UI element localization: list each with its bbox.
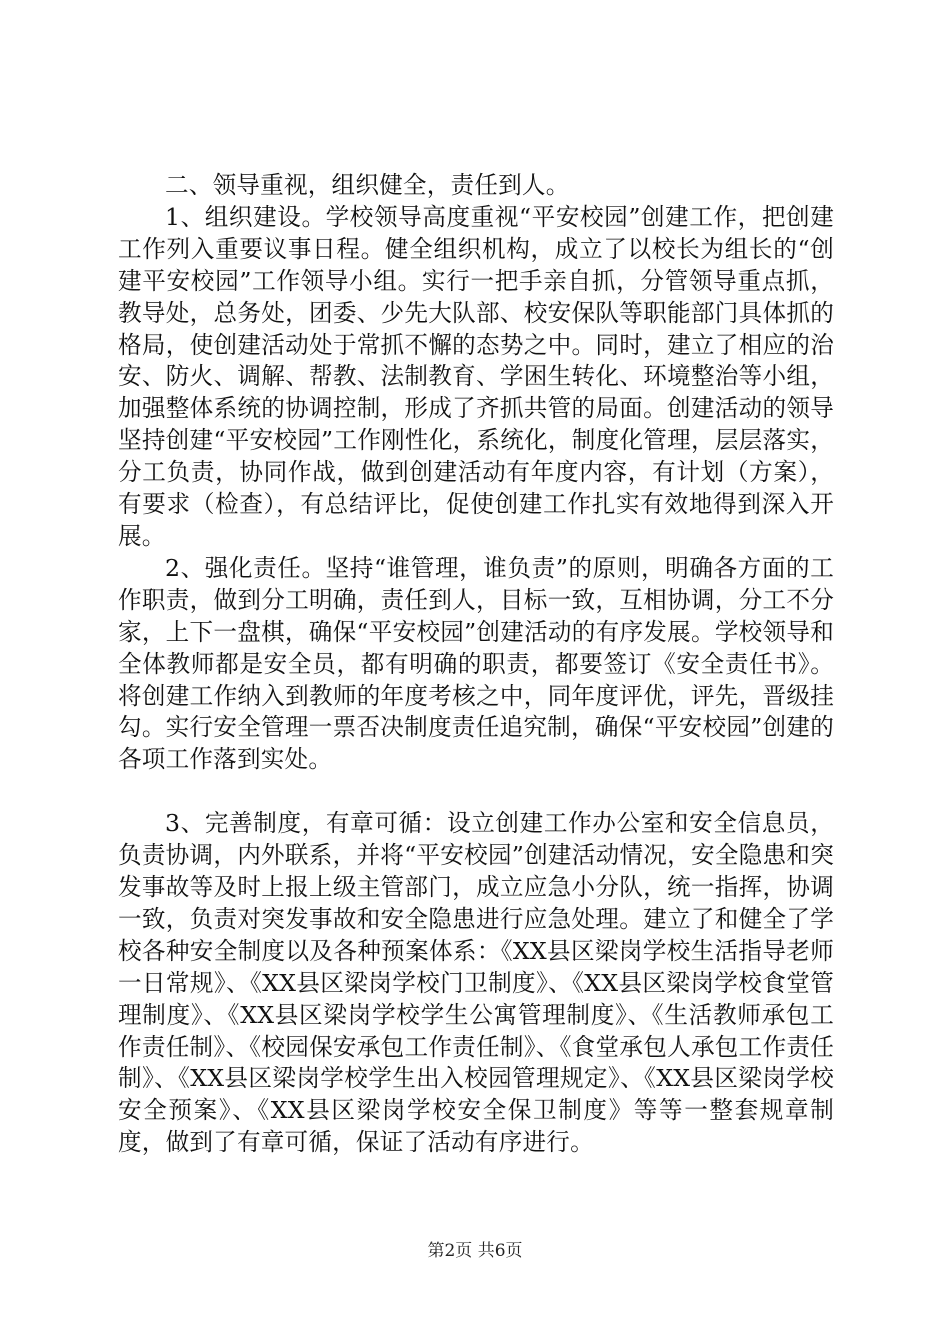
page-footer: 第2页 共6页 bbox=[427, 1241, 523, 1261]
section-heading: 二、领导重视，组织健全，责任到人。 bbox=[165, 171, 570, 199]
paragraph-spacer bbox=[118, 776, 834, 808]
paragraph-organization: 1、组织建设。学校领导高度重视“平安校园”创建工作，把创建工作列入重要议事日程。健全组织机构，成立了以校长为组长的“创建平安校园”工作领导小组。实行一把手亲自抓，分管领导重点抓，教导处，总务处，团委、少先大队部、校安保队等职能部门具体抓的格局，使创建活动处于常抓不懈的态势之中。同时，建立了相应的治安、防火、调解、帮教、法制教育、学困生转化、环境整治等小组，加强整体系统的协调控制，形成了齐抓共管的局面。创建活动的领导坚持创建“平安校园”工作刚性化，系统化，制度化管理，层层落实，分工负责，协同作战，做到创建活动有年度内容，有计划（方案），有要求（检查），有总结评比，促使创建工作扎实有效地得到深入开展。 bbox=[118, 202, 834, 550]
paragraph-regulations: 3、完善制度，有章可循：设立创建工作办公室和安全信息员，负责协调，内外联系，并将“平安校园”创建活动情况，安全隐患和突发事故等及时上报上级主管部门，成立应急小分队，统一指挥，协调一致，负责对突发事故和安全隐患进行应急处理。建立了和健全了学校各种安全制度以及各种预案体系：《XX县区梁岗学校生活指导老师一日常规》、《XX县区梁岗学校门卫制度》、《XX县区梁岗学校食堂管理制度》、《XX县区梁岗学校学生公寓管理制度》、《生活教师承包工作责任制》、《校园保安承包工作责任制》、《食堂承包人承包工作责任制》、《XX县区梁岗学校学生出入校园管理规定》、《XX县区梁岗学校安全预案》、《XX县区梁岗学校安全保卫制度》等等一整套规章制度，做到了有章可循，保证了活动有序进行。 bbox=[118, 809, 834, 1157]
paragraph-responsibility: 2、强化责任。坚持“谁管理，谁负责”的原则，明确各方面的工作职责，做到分工明确，责任到人，目标一致，互相协调，分工不分家，上下一盘棋，确保“平安校园”创建活动的有序发展。学校领导和全体教师都是安全员，都有明确的职责，都要签订《安全责任书》。将创建工作纳入到教师的年度考核之中，同年度评优，评先，晋级挂勾。实行安全管理一票否决制度责任追究制，确保“平安校园”创建的各项工作落到实处。 bbox=[118, 553, 834, 774]
document-body bbox=[118, 170, 834, 1159]
